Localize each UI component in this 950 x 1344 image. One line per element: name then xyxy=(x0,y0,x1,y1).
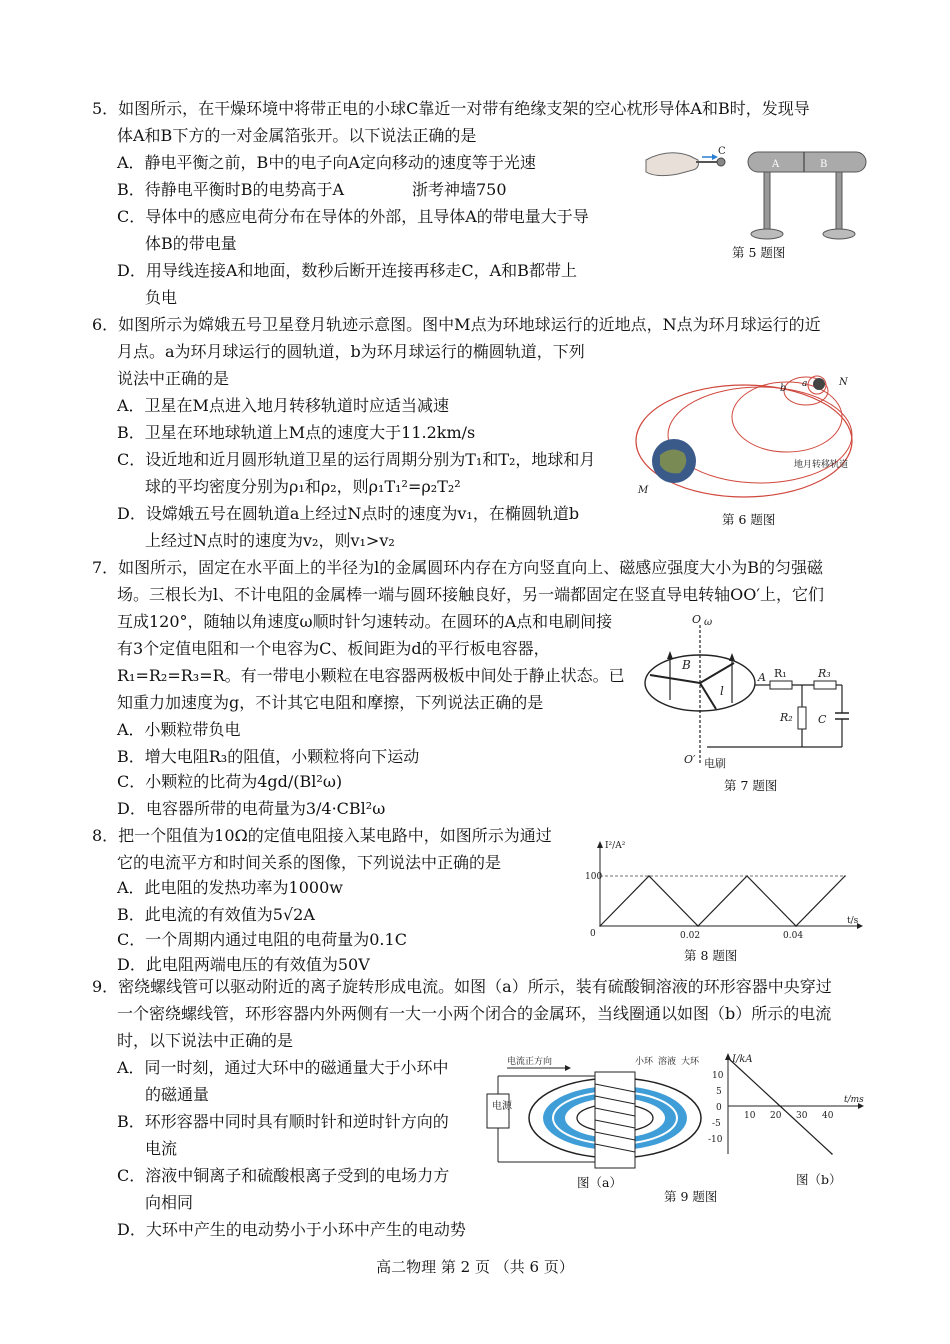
q7-fig-label-c: C xyxy=(818,713,827,726)
q9-stem-line2: 一个密绕螺线管，环形容器内外两侧有一大一小两个闭合的金属环，当线圈通以如图（b）所示的电流 xyxy=(117,1004,832,1023)
q5-stem-line1: 5．如图所示，在干燥环境中将带正电的小球C靠近一对带有绝缘支架的空心枕形导体A和B时，发现导 xyxy=(92,99,810,118)
q9-option-a-line1: A．同一时刻，通过大环中的磁通量大于小环中 xyxy=(117,1058,449,1077)
q8-option-a: A．此电阻的发热功率为1000w xyxy=(117,878,343,897)
q9-fig-b-caption: 图（b） xyxy=(796,1172,842,1187)
q5-fig-label-a: A xyxy=(772,159,780,170)
q7-fig-label-a: A xyxy=(758,671,766,684)
q6-option-a: A．卫星在M点进入地月转移轨道时应适当减速 xyxy=(117,396,449,415)
q8-chart xyxy=(585,838,867,943)
q7-fig-label-l: l xyxy=(720,684,724,698)
data-point xyxy=(795,925,797,927)
q7-fig-label-r3: R₃ xyxy=(818,667,831,680)
q9-fig-b-ytick: -5 xyxy=(712,1119,721,1129)
q7-stem-line3: 互成120°，随轴以角速度ω顺时针匀速转动。在圆环的A点和电刷间接 xyxy=(117,612,613,631)
q6-figure xyxy=(632,365,864,500)
q8-axis-x-label: t/s xyxy=(847,916,859,926)
q6-fig-label-m: M xyxy=(638,485,649,496)
data-point xyxy=(697,925,699,927)
q7-figure-caption: 第 7 题图 xyxy=(724,778,778,793)
q6-stem-line3: 说法中正确的是 xyxy=(117,369,230,388)
q9-stem-line3: 时，以下说法中正确的是 xyxy=(117,1031,294,1050)
q9-option-b-line2: 电流 xyxy=(145,1139,178,1158)
q9-fig-b-xtick: 40 xyxy=(822,1111,834,1121)
q7-stem-line6: 知重力加速度为g，不计其它电阻和摩擦，下列说法正确的是 xyxy=(117,693,544,712)
q8-stem-line1: 8．把一个阻值为10Ω的定值电阻接入某电路中，如图所示为通过 xyxy=(92,826,552,845)
q6-option-c-line1: C．设近地和近月圆形轨道卫星的运行周期分别为T₁和T₂，地球和月 xyxy=(117,450,596,469)
q9-option-b-line1: B．环形容器中同时具有顺时针和逆时针方向的 xyxy=(117,1112,449,1131)
q9-option-a-line2: 的磁通量 xyxy=(145,1085,210,1104)
q9-figure-a xyxy=(485,1052,710,1172)
q9-figure-caption: 第 9 题图 xyxy=(664,1189,718,1204)
q8-stem-line2: 它的电流平方和时间关系的图像，下列说法中正确的是 xyxy=(117,853,502,872)
q8-axis-y-label: I²/A² xyxy=(605,841,626,851)
q5-option-c-line1: C．导体中的感应电荷分布在导体的外部，且导体A的带电量大于导 xyxy=(117,207,589,226)
q5-option-d-line1: D．用导线连接A和地面，数秒后断开连接再移走C，A和B都带上 xyxy=(117,261,577,280)
q5-stem-line2: 体A和B下方的一对金属箔张开。以下说法正确的是 xyxy=(117,126,477,145)
data-point xyxy=(779,1105,781,1107)
page-footer: 高二物理 第 2 页 （共 6 页） xyxy=(376,1258,574,1276)
q5-option-c-line2: 体B的带电量 xyxy=(145,234,237,253)
q7-fig-label-o2: O′ xyxy=(684,753,696,766)
q6-fig-label-b: b xyxy=(780,383,787,394)
q6-fig-label-a: a xyxy=(802,379,808,389)
q8-option-b: B．此电流的有效值为5√2A xyxy=(117,905,315,924)
q7-fig-label-o: O xyxy=(692,615,702,626)
q7-fig-label-brush: 电刷 xyxy=(704,757,726,770)
q6-option-d-line1: D．设嫦娥五号在圆轨道a上经过N点时的速度为v₁，在椭圆轨道b xyxy=(117,504,580,523)
q9-fig-a-small-ring: 小环 xyxy=(635,1057,654,1067)
q9-fig-a-big-ring: 大环 xyxy=(681,1057,700,1067)
q7-stem-line1: 7．如图所示，固定在水平面上的半径为l的金属圆环内存在方向竖直向上、磁感应强度大小为B的匀强磁 xyxy=(92,558,824,577)
q5-option-a: A．静电平衡之前，B中的电子向A定向移动的速度等于光速 xyxy=(117,153,536,172)
q8-tick-004: 0.04 xyxy=(783,931,804,941)
q9-fig-b-axis-y: I/kA xyxy=(732,1054,753,1065)
data-point xyxy=(831,1153,833,1155)
q7-option-d: D．电容器所带的电荷量为3/4·CBl²ω xyxy=(117,799,386,818)
q9-fig-b-axis-x: t/ms xyxy=(844,1095,864,1105)
q9-fig-b-ytick: 0 xyxy=(716,1103,722,1113)
q8-figure-caption: 第 8 题图 xyxy=(684,948,738,963)
watermark-text: 浙考神墙750 xyxy=(412,180,507,199)
q6-option-b: B．卫星在环地球轨道上M点的速度大于11.2km/s xyxy=(117,423,476,442)
data-point xyxy=(599,925,601,927)
q9-fig-a-source-label: 电源 xyxy=(492,1101,512,1112)
q9-fig-b-xtick: 10 xyxy=(744,1111,756,1121)
q5-option-d-line2: 负电 xyxy=(145,288,178,307)
q9-option-c-line1: C．溶液中铜离子和硫酸根离子受到的电场力方 xyxy=(117,1166,450,1185)
q7-stem-line5: R₁=R₂=R₃=R。有一带电小颗粒在电容器两极板中间处于静止状态。已 xyxy=(117,666,625,685)
q6-stem-line1: 6．如图所示为嫦娥五号卫星登月轨迹示意图。图中M点为环地球运行的近地点，N点为环月球运行的近 xyxy=(92,315,821,334)
q7-fig-label-r1: R₁ xyxy=(774,667,787,680)
data-point xyxy=(727,1057,729,1059)
q7-option-c: C．小颗粒的比荷为4gd/(Bl²ω) xyxy=(117,772,343,791)
q6-fig-label-n: N xyxy=(839,377,848,388)
q8-option-c: C．一个周期内通过电阻的电荷量为0.1C xyxy=(117,930,407,949)
q5-figure-caption: 第 5 题图 xyxy=(732,245,786,260)
q6-stem-line2: 月点。a为环月球运行的圆轨道，b为环月球运行的椭圆轨道，下列 xyxy=(117,342,585,361)
q9-fig-b-ytick: 5 xyxy=(716,1087,722,1097)
q7-stem-line4: 有3个定值电阻和一个电容为C、板间距为d的平行板电容器， xyxy=(117,639,550,658)
q9-fig-b-ytick: 10 xyxy=(712,1071,724,1081)
q7-stem-line2: 场。三根长为l、不计电阻的金属棒一端与圆环接触良好，另一端都固定在竖直导电转轴OO′上，它们 xyxy=(117,585,824,604)
q5-fig-label-c: C xyxy=(718,146,726,157)
q8-tick-002: 0.02 xyxy=(680,931,701,941)
q9-fig-a-caption: 图（a） xyxy=(577,1175,622,1190)
q8-tick-0: 0 xyxy=(590,929,596,939)
data-point xyxy=(648,875,650,877)
q8-option-d: D．此电阻两端电压的有效值为50V xyxy=(117,955,370,974)
q5-figure xyxy=(638,140,868,250)
q7-fig-label-r2: R₂ xyxy=(780,711,793,724)
q7-fig-label-b: B xyxy=(682,658,691,672)
q7-figure xyxy=(642,615,864,775)
q9-chart xyxy=(706,1052,866,1160)
q9-fig-b-xtick: 20 xyxy=(770,1111,782,1121)
q9-option-d: D．大环中产生的电动势小于小环中产生的电动势 xyxy=(117,1220,466,1239)
q7-option-b: B．增大电阻R₃的阻值，小颗粒将向下运动 xyxy=(117,747,420,766)
series-line xyxy=(600,876,845,926)
q9-stem-line1: 9．密绕螺线管可以驱动附近的离子旋转形成电流。如图（a）所示，装有硫酸铜溶液的环形容器中央穿过 xyxy=(92,977,832,996)
q9-option-c-line2: 向相同 xyxy=(145,1193,194,1212)
q7-fig-label-omega: ω xyxy=(704,617,713,628)
q7-option-a: A．小颗粒带负电 xyxy=(117,720,241,739)
q9-fig-a-current-dir: 电流正方向 xyxy=(507,1057,553,1067)
q5-option-b: B．待静电平衡时B的电势高于A xyxy=(117,180,345,199)
q6-fig-label-transfer: 地月转移轨道 xyxy=(794,460,849,470)
q9-fig-b-ytick: -10 xyxy=(708,1135,723,1145)
q6-figure-caption: 第 6 题图 xyxy=(722,512,776,527)
q6-option-c-line2: 球的平均密度分别为ρ₁和ρ₂，则ρ₁T₁²=ρ₂T₂² xyxy=(145,477,461,496)
q6-option-d-line2: 上经过N点时的速度为v₂，则v₁>v₂ xyxy=(145,531,395,550)
q5-fig-label-b: B xyxy=(820,159,828,170)
q9-fig-a-solution: 溶液 xyxy=(658,1057,677,1067)
q9-fig-b-xtick: 30 xyxy=(796,1111,808,1121)
q8-tick-100: 100 xyxy=(585,872,603,882)
